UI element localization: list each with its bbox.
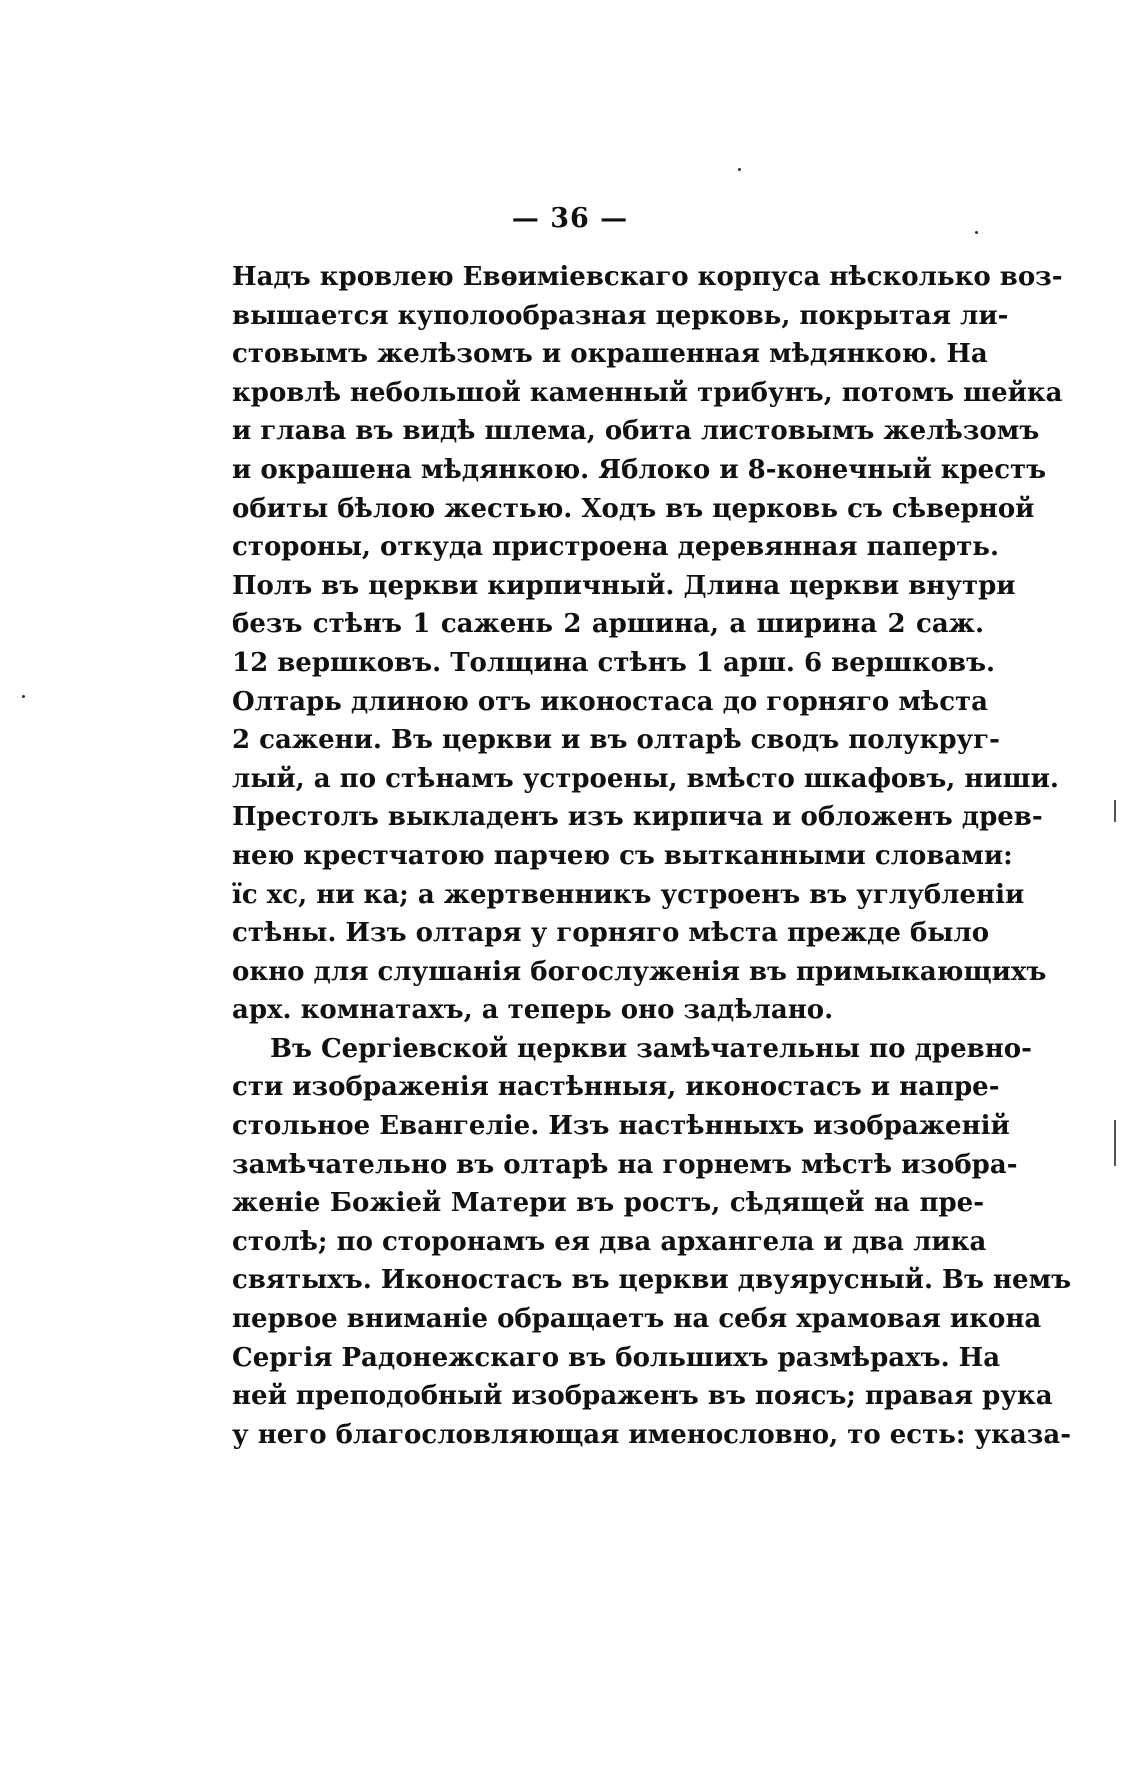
text-line: обиты бѣлою жестью. Ходъ въ церковь съ сѣверной: [232, 493, 1035, 524]
page-number: — 36 —: [511, 203, 629, 234]
text-line: стовымъ желѣзомъ и окрашенная мѣдянкою. На: [232, 339, 988, 370]
text-line: и окрашена мѣдянкою. Яблоко и 8-конечный крестъ: [232, 454, 1047, 485]
text-line: лый, а по стѣнамъ устроены, вмѣсто шкафовъ, ниши.: [232, 763, 1059, 794]
text-line: столѣ; по сторонамъ ея два архангела и два лика: [232, 1226, 987, 1257]
text-line: арх. комнатахъ, а теперь оно задѣлано.: [232, 995, 834, 1026]
text-line: стороны, откуда пристроена деревянная паперть.: [232, 532, 999, 563]
text-line: їс хс, ни ка; а жертвенникъ устроенъ въ углубленiи: [232, 879, 1025, 910]
text-line: Надъ кровлею Евѳимiевскаго корпуса нѣсколько воз-: [232, 262, 1063, 292]
text-line: стѣны. Изъ олтаря у горняго мѣста прежде было: [232, 918, 990, 949]
text-line: 2 сажени. Въ церкви и въ олтарѣ сводъ полукруг-: [232, 725, 1000, 756]
scan-mark: [1114, 1120, 1116, 1166]
text-line: вышается куполообразная церковь, покрытая ли-: [232, 300, 1009, 331]
text-line: кровлѣ небольшой каменный трибунъ, потомъ шейка: [232, 377, 1063, 408]
text-line: окно для слушанiя богослуженiя въ примыкающихъ: [232, 956, 1047, 987]
text-line: женiе Божiей Матери въ ростъ, сѣдящей на пре-: [232, 1188, 984, 1219]
text-line: святыхъ. Иконостасъ въ церкви двуярусный. Въ немъ: [232, 1265, 1072, 1296]
text-line: ней преподобный изображенъ въ поясъ; правая рука: [232, 1381, 1053, 1412]
scan-speck: [22, 695, 25, 698]
scan-speck: [738, 168, 741, 171]
text-line: стольное Евангелiе. Изъ настѣнныхъ изображенiй: [232, 1111, 1010, 1142]
text-line: нею крестчатою парчею съ вытканными словами:: [232, 840, 1013, 871]
text-line: и глава въ видѣ шлема, обита листовымъ желѣзомъ: [232, 416, 1040, 447]
text-line: Престолъ выкладенъ изъ кирпича и обложенъ древ-: [232, 802, 1043, 833]
text-line: замѣчательно въ олтарѣ на горнемъ мѣстѣ изобра-: [232, 1149, 1018, 1180]
text-line: Сергiя Радонежскаго въ большихъ размѣрахъ. На: [232, 1342, 1001, 1373]
text-line: у него благословляющая именословно, то есть: указа-: [232, 1419, 1072, 1450]
text-line: Полъ въ церкви кирпичный. Длина церкви внутри: [232, 570, 1016, 601]
text-line: Въ Сергiевской церкви замѣчательны по древно-: [270, 1033, 1032, 1064]
text-line: сти изображенiя настѣнныя, иконостасъ и напре-: [232, 1072, 1000, 1103]
scan-speck: [975, 231, 978, 234]
text-line: безъ стѣнъ 1 сажень 2 аршина, а ширина 2 саж.: [232, 609, 984, 640]
body-text: [232, 258, 1072, 1454]
text-line: 12 вершковъ. Толщина стѣнъ 1 арш. 6 вершковъ.: [232, 647, 996, 678]
text-line: первое вниманiе обращаетъ на себя храмовая икона: [232, 1304, 1042, 1335]
text-line: Олтарь длиною отъ иконостаса до горняго мѣста: [232, 686, 988, 717]
scan-mark: [1114, 800, 1116, 822]
